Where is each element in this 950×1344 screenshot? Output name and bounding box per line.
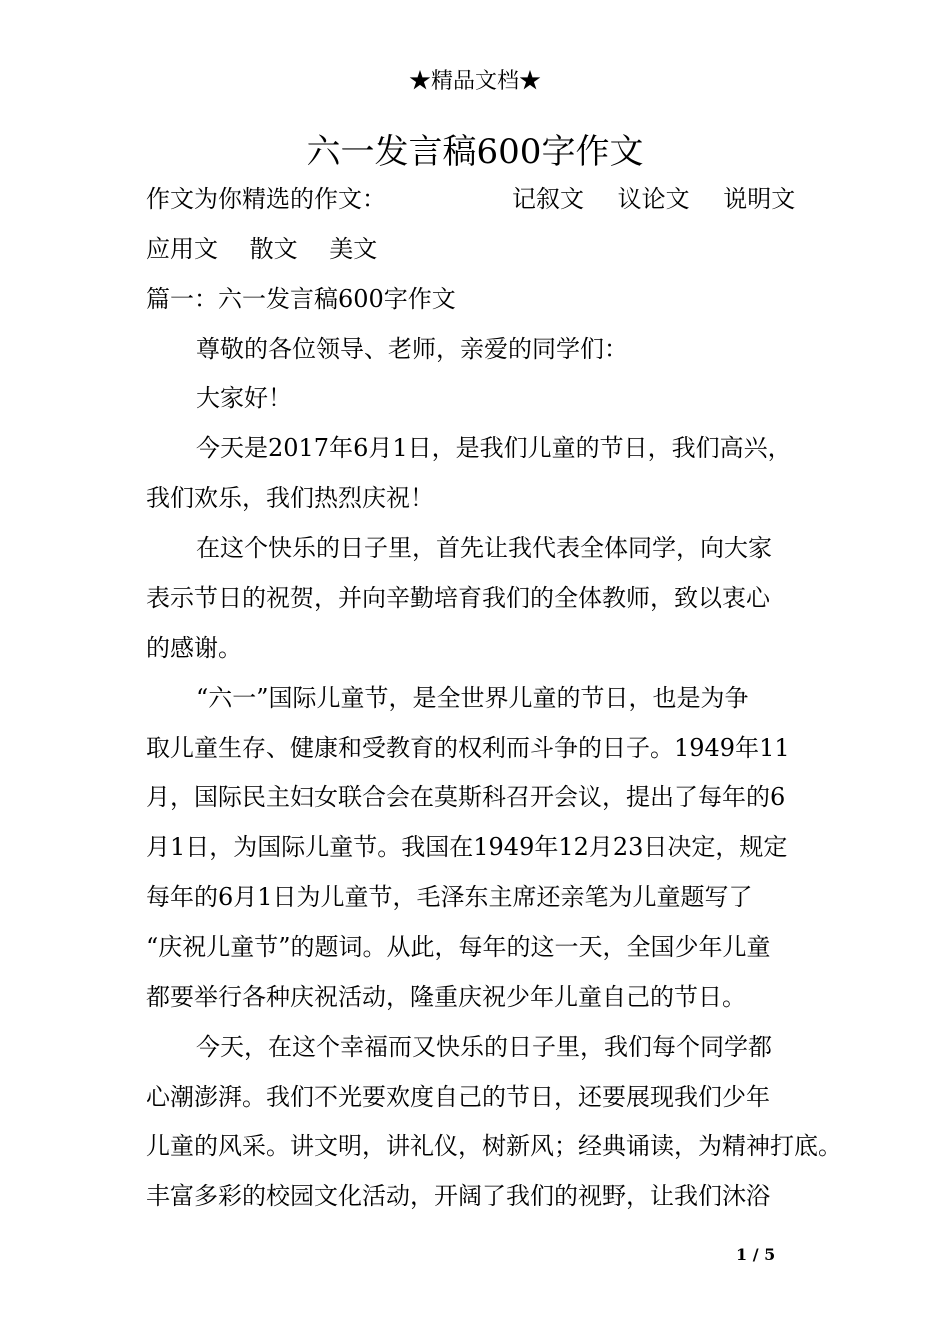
body-line: 的感谢。 xyxy=(146,634,242,662)
body-line: 儿童的风采。讲文明，讲礼仪，树新风；经典诵读，为精神打底。 xyxy=(146,1132,842,1160)
body-line: 今天，在这个幸福而又快乐的日子里，我们每个同学都 xyxy=(196,1033,772,1061)
section-heading: 篇一：六一发言稿600字作文 xyxy=(146,285,456,313)
tag-narrative: 记叙文 xyxy=(512,185,584,213)
tag-fine-essay: 美文 xyxy=(329,235,378,263)
tag-prose: 散文 xyxy=(249,235,298,263)
body-line: 都要举行各种庆祝活动，隆重庆祝少年儿童自己的节日。 xyxy=(146,983,746,1011)
body-line: 表示节日的祝贺，并向辛勤培育我们的全体教师，致以衷心 xyxy=(146,584,770,612)
tag-argumentative: 议论文 xyxy=(617,185,690,213)
body-line: 每年的6月1日为儿童节，毛泽东主席还亲笔为儿童题写了 xyxy=(146,883,753,911)
body-line: 我们欢乐，我们热烈庆祝！ xyxy=(146,484,434,512)
body-line: 今天是2017年6月1日，是我们儿童的节日，我们高兴， xyxy=(196,434,792,462)
header-mark: ★精品文档★ xyxy=(408,69,541,94)
body-line: 在这个快乐的日子里，首先让我代表全体同学，向大家 xyxy=(196,534,772,562)
essay-type-tags-row-1 xyxy=(512,182,795,216)
body-line: 尊敬的各位领导、老师，亲爱的同学们： xyxy=(196,335,628,363)
body-line: 月1日，为国际儿童节。我国在1949年12月23日决定，规定 xyxy=(146,833,788,861)
body-line: 月，国际民主妇女联合会在莫斯科召开会议，提出了每年的6 xyxy=(146,783,786,811)
tag-practical: 应用文 xyxy=(146,235,218,263)
intro-label: 作文为你精选的作文： xyxy=(146,185,386,213)
body-line: 丰富多彩的校园文化活动，开阔了我们的视野，让我们沐浴 xyxy=(146,1182,770,1210)
body-line: 大家好！ xyxy=(196,384,292,412)
page-number: 1 / 5 xyxy=(736,1245,776,1264)
body-line: “六一”国际儿童节，是全世界儿童的节日，也是为争 xyxy=(196,684,749,712)
body-line: 心潮澎湃。我们不光要欢度自己的节日，还要展现我们少年 xyxy=(146,1083,770,1111)
tag-expository: 说明文 xyxy=(723,185,796,213)
body-line: 取儿童生存、健康和受教育的权利而斗争的日子。1949年11 xyxy=(146,734,790,762)
essay-type-tags-row-2 xyxy=(146,232,401,266)
body-line: “庆祝儿童节”的题词。从此，每年的这一天，全国少年儿童 xyxy=(146,933,771,961)
document-title: 六一发言稿600字作文 xyxy=(306,132,644,172)
